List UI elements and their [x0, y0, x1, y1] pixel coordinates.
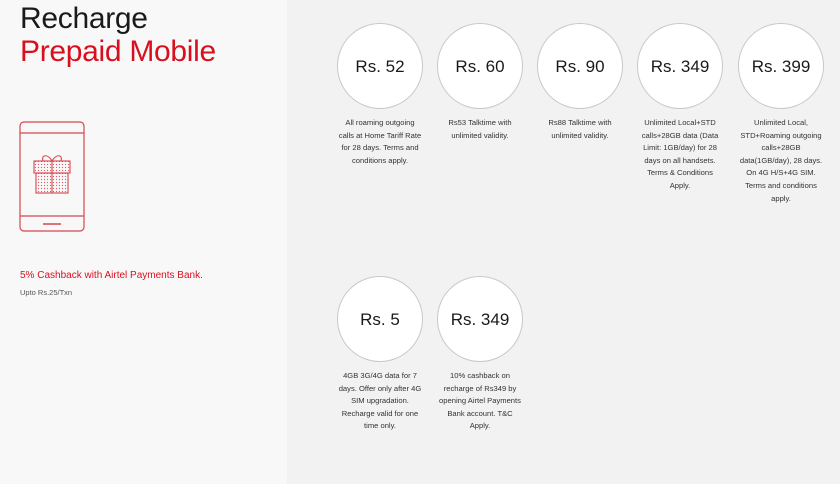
plan-description: 10% cashback on recharge of Rs349 by opening Airtel Payments Bank account. T&C Apply. [439, 371, 521, 431]
plan-card [630, 23, 730, 193]
plan-price-button[interactable]: Rs. 349 [437, 276, 523, 362]
plan-card [330, 23, 430, 167]
plan-price-button[interactable]: Rs. 52 [337, 23, 423, 109]
plan-description: 4GB 3G/4G data for 7 days. Offer only after 4G SIM upgradation. Recharge valid for one time only. [338, 371, 422, 431]
page-title [20, 2, 216, 68]
cashback-offer-limit: Upto Rs.25/Txn [20, 288, 73, 297]
page-title-line1: Recharge [20, 2, 148, 35]
plan-price-button[interactable]: Rs. 349 [637, 23, 723, 109]
plan-card [430, 276, 530, 433]
plan-price-button[interactable]: Rs. 60 [437, 23, 523, 109]
plan-card [430, 23, 530, 142]
cashback-offer-title: 5% Cashback with Airtel Payments Bank. [20, 270, 203, 281]
plan-card [530, 23, 630, 142]
plan-card [731, 23, 831, 205]
phone-gift-icon [19, 121, 85, 232]
plan-price-button[interactable]: Rs. 399 [738, 23, 824, 109]
page-title-line2: Prepaid Mobile [20, 35, 216, 68]
plan-description: Rs53 Talktime with unlimited validity. [448, 118, 512, 140]
plan-price-button[interactable]: Rs. 90 [537, 23, 623, 109]
plan-description: All roaming outgoing calls at Home Tariff Rate for 28 days. Terms and conditions apply. [338, 118, 422, 165]
left-panel [0, 0, 287, 484]
plan-card [330, 276, 430, 433]
plan-description: Unlimited Local+STD calls+28GB data (Data Limit: 1GB/day) for 28 days on all handsets. Terms & Conditions Apply. [641, 118, 719, 190]
plan-price-button[interactable]: Rs. 5 [337, 276, 423, 362]
plan-description: Rs88 Talktime with unlimited validity. [548, 118, 612, 140]
plan-description: Unlimited Local, STD+Roaming outgoing calls+28GB data(1GB/day), 28 days. On 4G H/S+4G SIM. Terms and conditions apply. [739, 118, 823, 203]
